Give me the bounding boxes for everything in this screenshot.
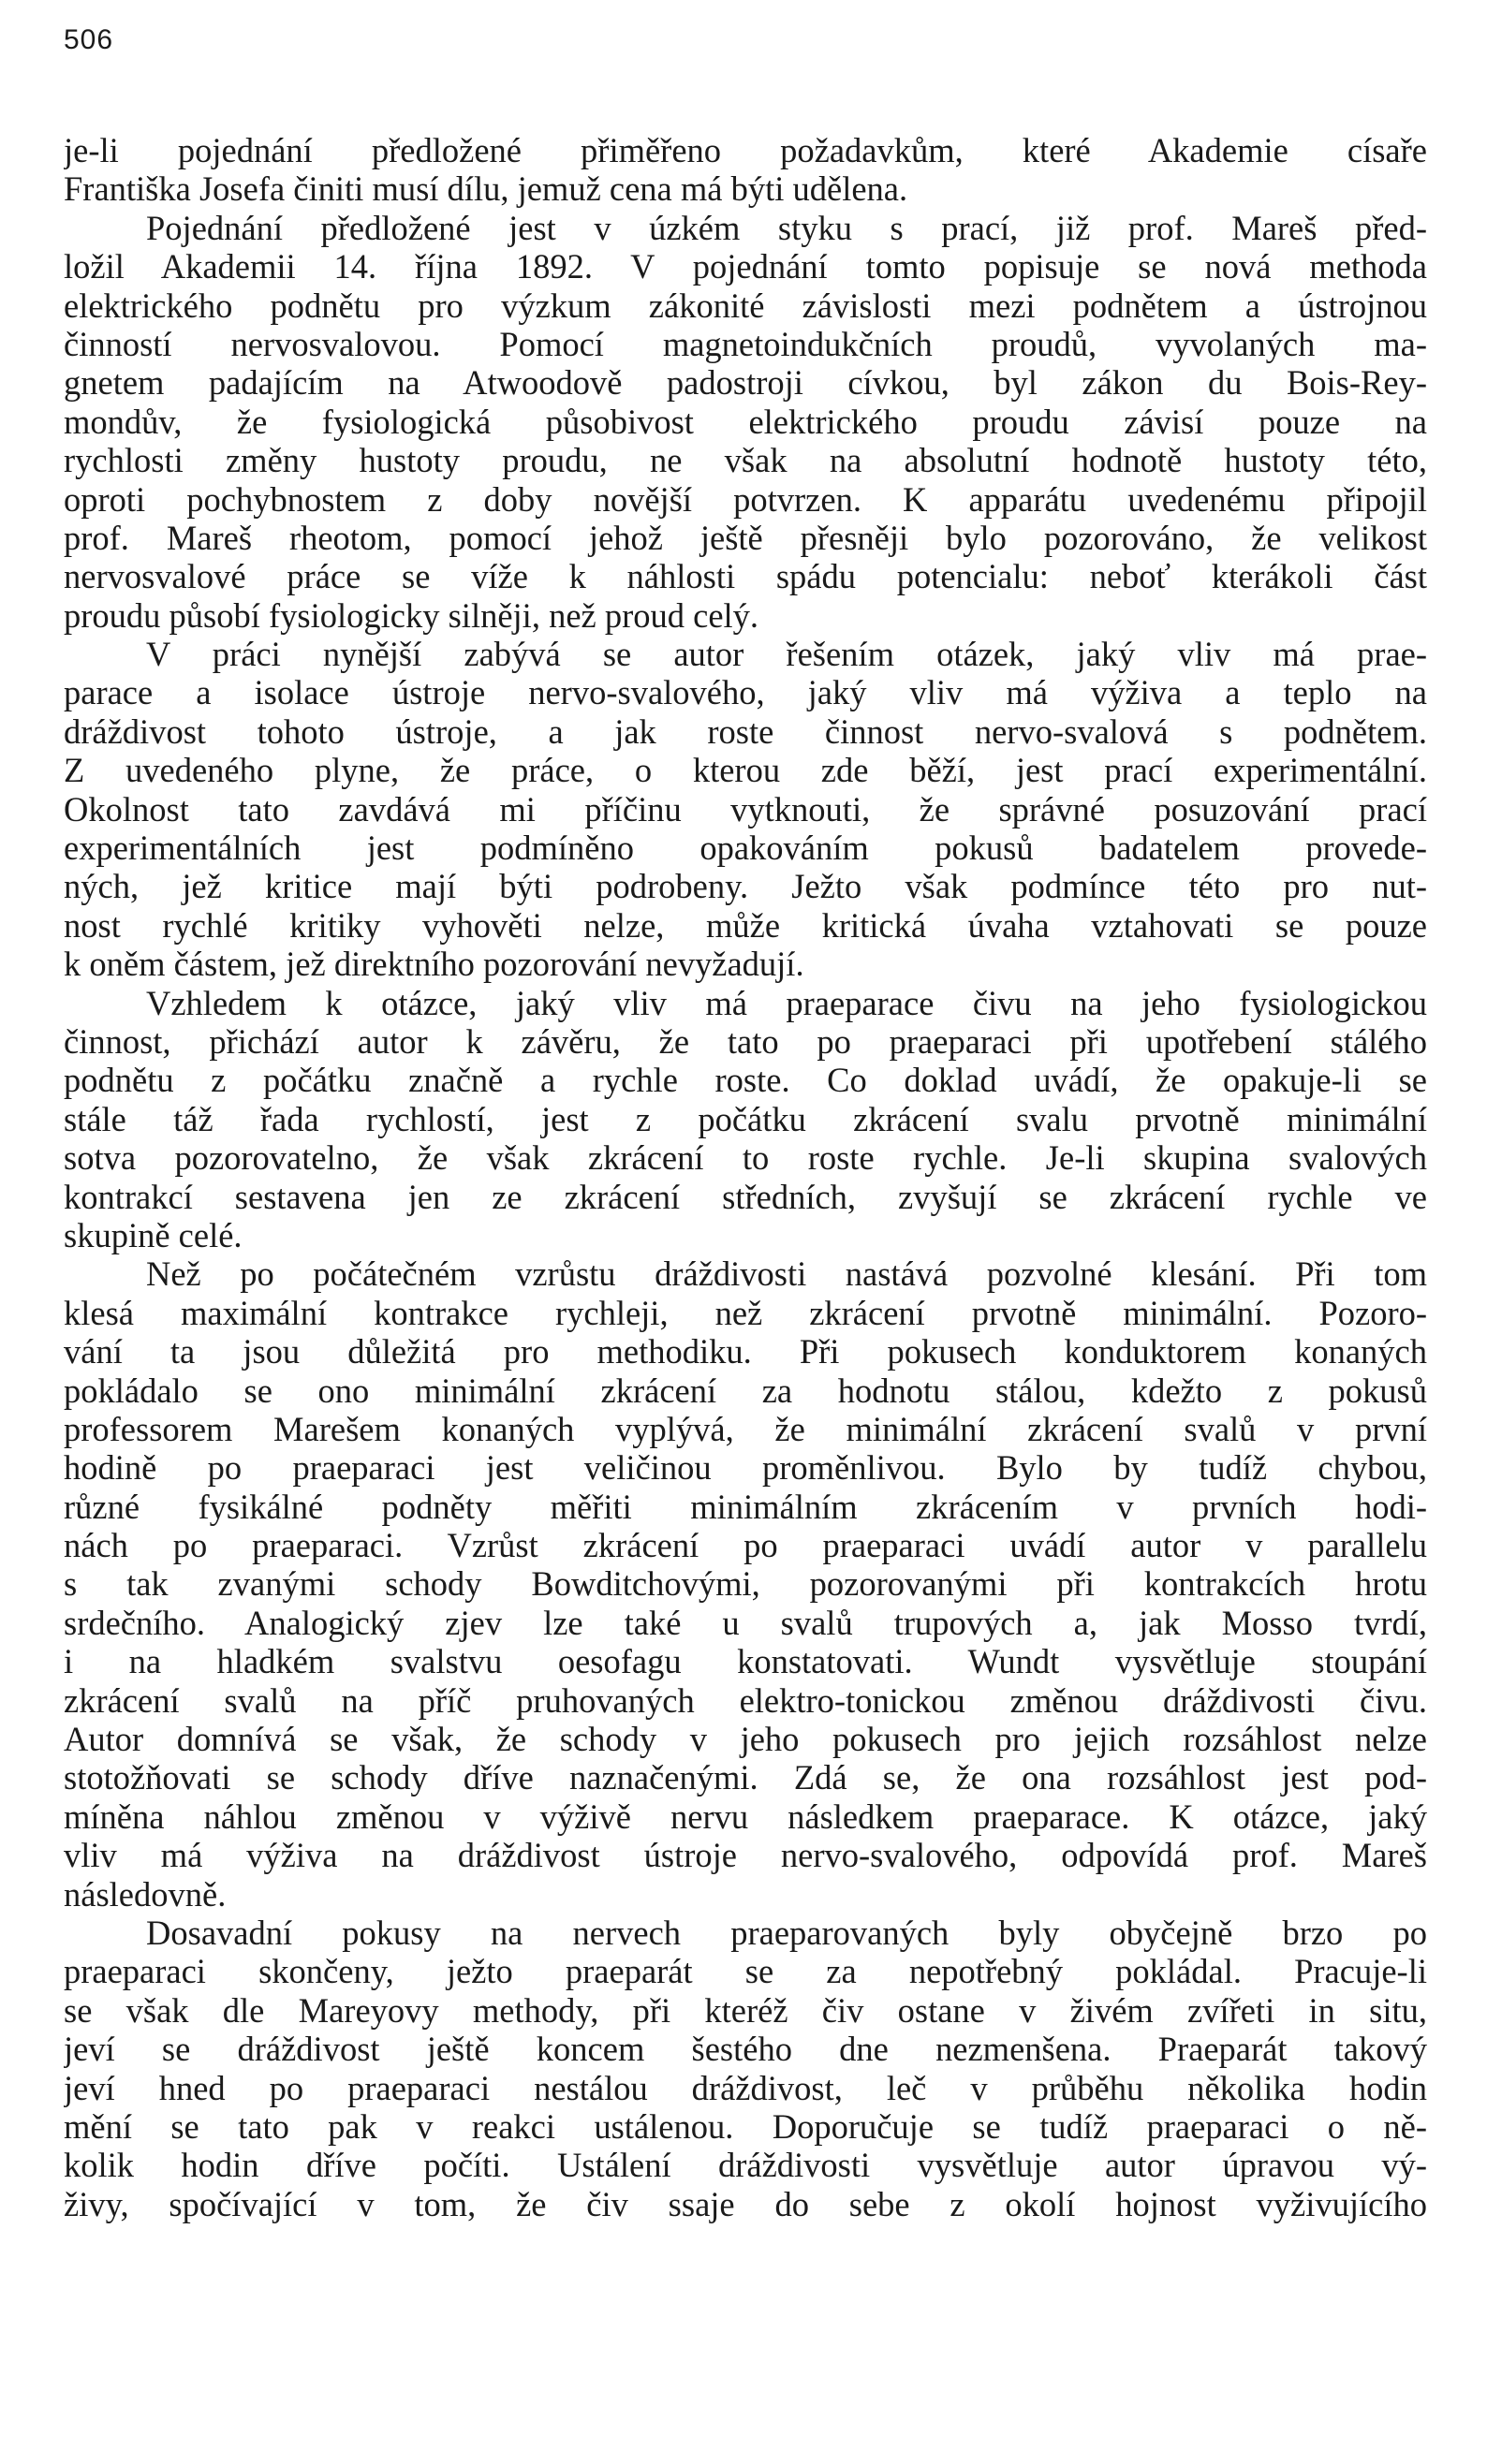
text-line: experimentálních jest podmíněno opakováním pokusů badatelem provede- [64,829,1427,868]
text-line: pokládalo se ono minimální zkrácení za hodnotu stálou, kdežto z pokusů [64,1371,1427,1410]
text-line: professorem Marešem konaných vyplývá, že minimální zkrácení svalů v první [64,1409,1427,1448]
text-line: vání ta jsou důležitá pro methodiku. Při pokusech konduktorem konaných [64,1332,1427,1371]
text-line: s tak zvanými schody Bowditchovými, pozorovanými při kontrakcích hrotu [64,1564,1427,1604]
text-line: stále táž řada rychlostí, jest z počátku zkrácení svalu prvotně minimální [64,1099,1427,1138]
text-line: parace a isolace ústroje nervo-svalového, jaký vliv má výživa a teplo na [64,673,1427,712]
text-line: podnětu z počátku značně a rychle roste. Co doklad uvádí, že opakuje-li se [64,1061,1427,1100]
text-line: živy, spočívající v tom, že čiv ssaje do sebe z okolí hojnost vyživujícího [64,2184,1427,2223]
text-line: elektrického podnětu pro výzkum zákonité závislosti mezi podnětem a ústrojnou [64,286,1427,325]
text-line: oproti pochybnostem z doby novější potvrzen. K apparátu uvedenému připojil [64,479,1427,519]
text-line: Autor domnívá se však, že schody v jeho pokusech pro jejich rozsáhlost nelze [64,1720,1427,1759]
text-line: praeparaci skončeny, ježto praeparát se za nepotřebný pokládal. Pracuje-li [64,1952,1427,1991]
text-line: mění se tato pak v reakci ustálenou. Doporučuje se tudíž praeparaci o ně- [64,2106,1427,2146]
text-line: míněna náhlou změnou v výživě nervu následkem praeparace. K otázce, jaký [64,1797,1427,1836]
text-line: proudu působí fysiologicky silněji, než proud celý. [64,595,759,635]
text-line: je-li pojednání předložené přiměřeno požadavkům, které Akademie císaře [64,131,1427,169]
text-line: gnetem padajícím na Atwoodově padostroji cívkou, byl zákon du Bois-Rey- [64,363,1427,403]
text-line: nervosvalové práce se víže k náhlosti spádu potencialu: neboť kterákoli část [64,557,1427,596]
text-line: se však dle Mareyovy methody, při kteréž čiv ostane v živém zvířeti in situ, [64,1990,1427,2030]
text-line: k oněm částem, jež direktního pozorování nevyžadují. [64,945,804,984]
page-number: 506 [64,24,114,55]
text-line: Než po počátečném vzrůstu dráždivosti nastává pozvolné klesání. Při tom [146,1254,1427,1294]
text-line: nách po praeparaci. Vzrůst zkrácení po praeparaci uvádí autor v parallelu [64,1526,1427,1565]
text-line: stotožňovati se schody dříve naznačenými. Zdá se, že ona rozsáhlost jest pod- [64,1758,1427,1797]
text-line: činnost, přichází autor k závěru, že tato po praeparaci při upotřebení stálého [64,1021,1427,1061]
text-line: i na hladkém svalstvu oesofagu konstatovati. Wundt vysvětluje stoupání [64,1642,1427,1681]
text-line: nost rychlé kritiky vyhověti nelze, může kritická úvaha vztahovati se pouze [64,905,1427,945]
text-line: Vzhledem k otázce, jaký vliv má praeparace čivu na jeho fysiologickou [146,983,1427,1022]
text-line: Pojednání předložené jest v úzkém styku s prací, již prof. Mareš před- [146,208,1427,247]
text-line: sotva pozorovatelno, že však zkrácení to roste rychle. Je-li skupina svalových [64,1138,1427,1178]
text-line: V práci nynější zabývá se autor řešením otázek, jaký vliv má prae- [146,635,1427,674]
text-line: dráždivost tohoto ústroje, a jak roste činnost nervo-svalová s podnětem. [64,711,1427,751]
text-line: Dosavadní pokusy na nervech praeparovaných byly obyčejně brzo po [146,1913,1427,1952]
text-line: kolik hodin dříve počíti. Ustálení dráždivosti vysvětluje autor úpravou vý- [64,2146,1427,2185]
text-line: vliv má výživa na dráždivost ústroje nervo-svalového, odpovídá prof. Mareš [64,1836,1427,1875]
text-line: skupině celé. [64,1215,243,1254]
body-text [64,131,1427,2223]
text-line: činností nervosvalovou. Pomocí magnetoindukčních proudů, vyvolaných ma- [64,324,1427,363]
text-line: rychlosti změny hustoty proudu, ne však na absolutní hodnotě hustoty této, [64,441,1427,480]
text-line: ných, jež kritice mají býti podrobeny. Ježto však podmínce této pro nut- [64,867,1427,906]
text-line: různé fysikálné podněty měřiti minimálním zkrácením v prvních hodi- [64,1487,1427,1526]
text-line: Okolnost tato zavdává mi příčinu vytknouti, že správné posuzování prací [64,789,1427,829]
text-line: Z uvedeného plyne, že práce, o kterou zde běží, jest prací experimentální. [64,751,1427,790]
text-line: hodině po praeparaci jest veličinou proměnlivou. Bylo by tudíž chybou, [64,1448,1427,1488]
text-line: srdečního. Analogický zjev lze také u svalů trupových a, jak Mosso tvrdí, [64,1603,1427,1642]
text-line: Františka Josefa činiti musí dílu, jemuž cena má býti udělena. [64,169,908,209]
text-line: klesá maximální kontrakce rychleji, než zkrácení prvotně minimální. Pozoro- [64,1293,1427,1332]
text-line: zkrácení svalů na příč pruhovaných elektro-tonickou změnou dráždivosti čivu. [64,1680,1427,1720]
text-line: ložil Akademii 14. října 1892. V pojednání tomto popisuje se nová methoda [64,247,1427,286]
text-line: jeví se dráždivost ještě koncem šestého dne nezmenšena. Praeparát takový [64,2030,1427,2069]
text-line: mondův, že fysiologická působivost elektrického proudu závisí pouze na [64,402,1427,441]
text-line: jeví hned po praeparaci nestálou dráždivost, leč v průběhu několika hodin [64,2068,1427,2107]
text-line: kontrakcí sestavena jen ze zkrácení středních, zvyšují se zkrácení rychle ve [64,1177,1427,1216]
text-line: následovně. [64,1874,227,1914]
text-line: prof. Mareš rheotom, pomocí jehož ještě přesněji bylo pozorováno, že velikost [64,518,1427,557]
